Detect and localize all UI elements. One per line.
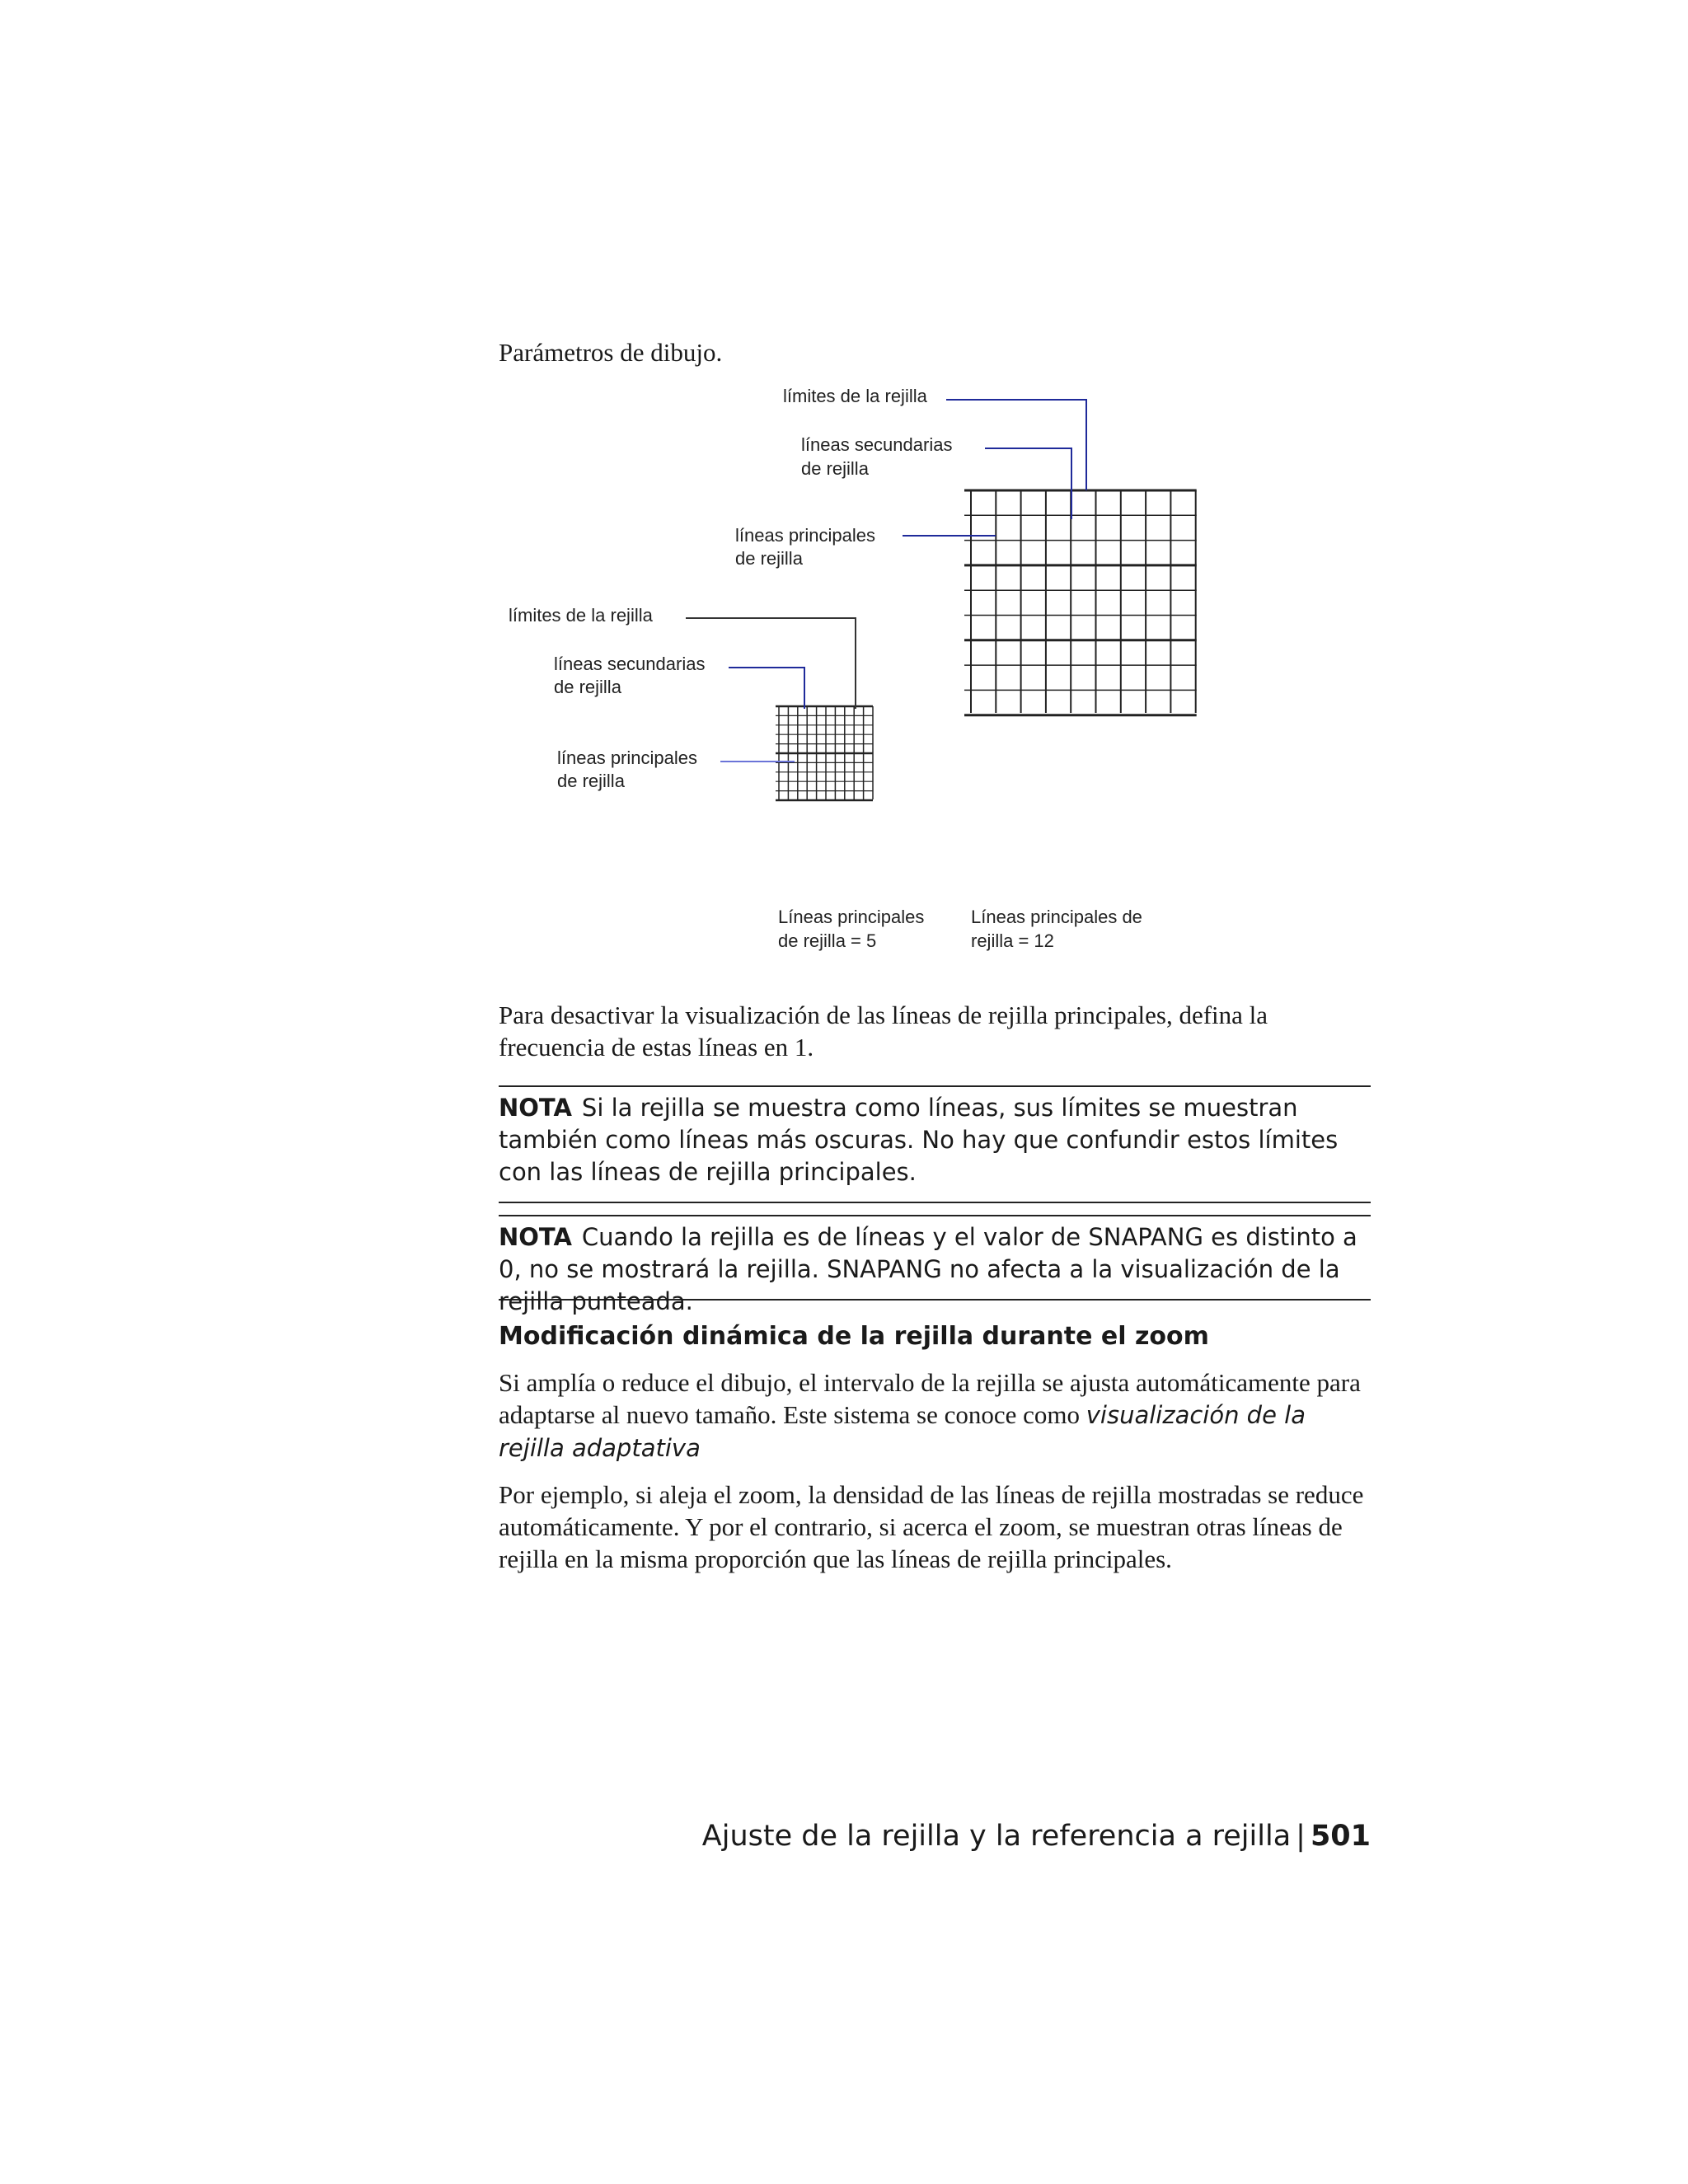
- paragraph-adaptive-grid: [499, 1366, 1372, 1465]
- intro-text: Parámetros de dibujo.: [499, 338, 723, 367]
- large-major-label-1: líneas principales: [735, 525, 875, 546]
- large-caption-1: Líneas principales de: [971, 907, 1142, 927]
- small-caption-2: de rejilla = 5: [778, 930, 877, 951]
- large-minor-label-2: de rejilla: [801, 458, 869, 479]
- paragraph-zoom-example: Por ejemplo, si aleja el zoom, la densidad de las líneas de rejilla mostradas se reduce automáticamente. Y por el contrario, si acerca el zoom, se muestran otras líneas de rejilla en la misma proporción que las líneas de rejilla principales.: [499, 1480, 1364, 1573]
- note-box-2: [499, 1215, 1371, 1315]
- note-text: Cuando la rejilla es de líneas y el valor de SNAPANG es distinto a 0, no se mostrará la rejilla. SNAPANG no afecta a la visualización de la rejilla punteada.: [499, 1223, 1357, 1315]
- paragraph-text: Si amplía o reduce el dibujo, el intervalo de la rejilla se ajusta automáticamente para adaptarse al nuevo tamaño. Este sistema se conoce como: [499, 1368, 1361, 1429]
- note-label: NOTA: [499, 1223, 572, 1251]
- footer-separator: |: [1296, 1820, 1306, 1853]
- large-minor-label-1: líneas secundarias: [801, 434, 953, 455]
- small-grid-lines: [776, 706, 873, 800]
- note-label: NOTA: [499, 1094, 572, 1122]
- large-grid-lines: [964, 490, 1197, 715]
- note-box-1: [499, 1085, 1371, 1203]
- large-limits-label: límites de la rejilla: [783, 386, 927, 406]
- footer-title: Ajuste de la rejilla y la referencia a rejilla: [701, 1820, 1292, 1853]
- leader-large-minor: [985, 448, 1071, 519]
- leader-large-limits: [946, 400, 1086, 490]
- section-heading: Modificación dinámica de la rejilla durante el zoom: [499, 1322, 1209, 1351]
- paragraph-major-lines: Para desactivar la visualización de las líneas de rejilla principales, defina la frecuencia de estas líneas en 1.: [499, 1001, 1268, 1062]
- page-number: 501: [1310, 1820, 1371, 1853]
- grid-figure: [495, 379, 1368, 972]
- small-limits-label: límites de la rejilla: [509, 605, 653, 626]
- page-footer: [499, 1820, 1371, 1853]
- note-text: Si la rejilla se muestra como líneas, sus límites se muestran también como líneas más oscuras. No hay que confundir estos límites con las líneas de rejilla principales.: [499, 1094, 1339, 1186]
- small-major-label-2: de rejilla: [557, 771, 625, 791]
- large-caption-2: rejilla = 12: [971, 930, 1054, 951]
- small-major-label-1: líneas principales: [557, 748, 697, 768]
- leader-small-limits: [686, 618, 856, 709]
- large-major-label-2: de rejilla: [735, 548, 803, 569]
- small-caption-1: Líneas principales: [778, 907, 925, 927]
- paragraph-italic-term: visualización de la rejilla adaptativa: [499, 1401, 1306, 1462]
- leader-small-minor: [729, 668, 804, 709]
- small-minor-label-1: líneas secundarias: [554, 654, 706, 674]
- small-minor-label-2: de rejilla: [554, 677, 621, 697]
